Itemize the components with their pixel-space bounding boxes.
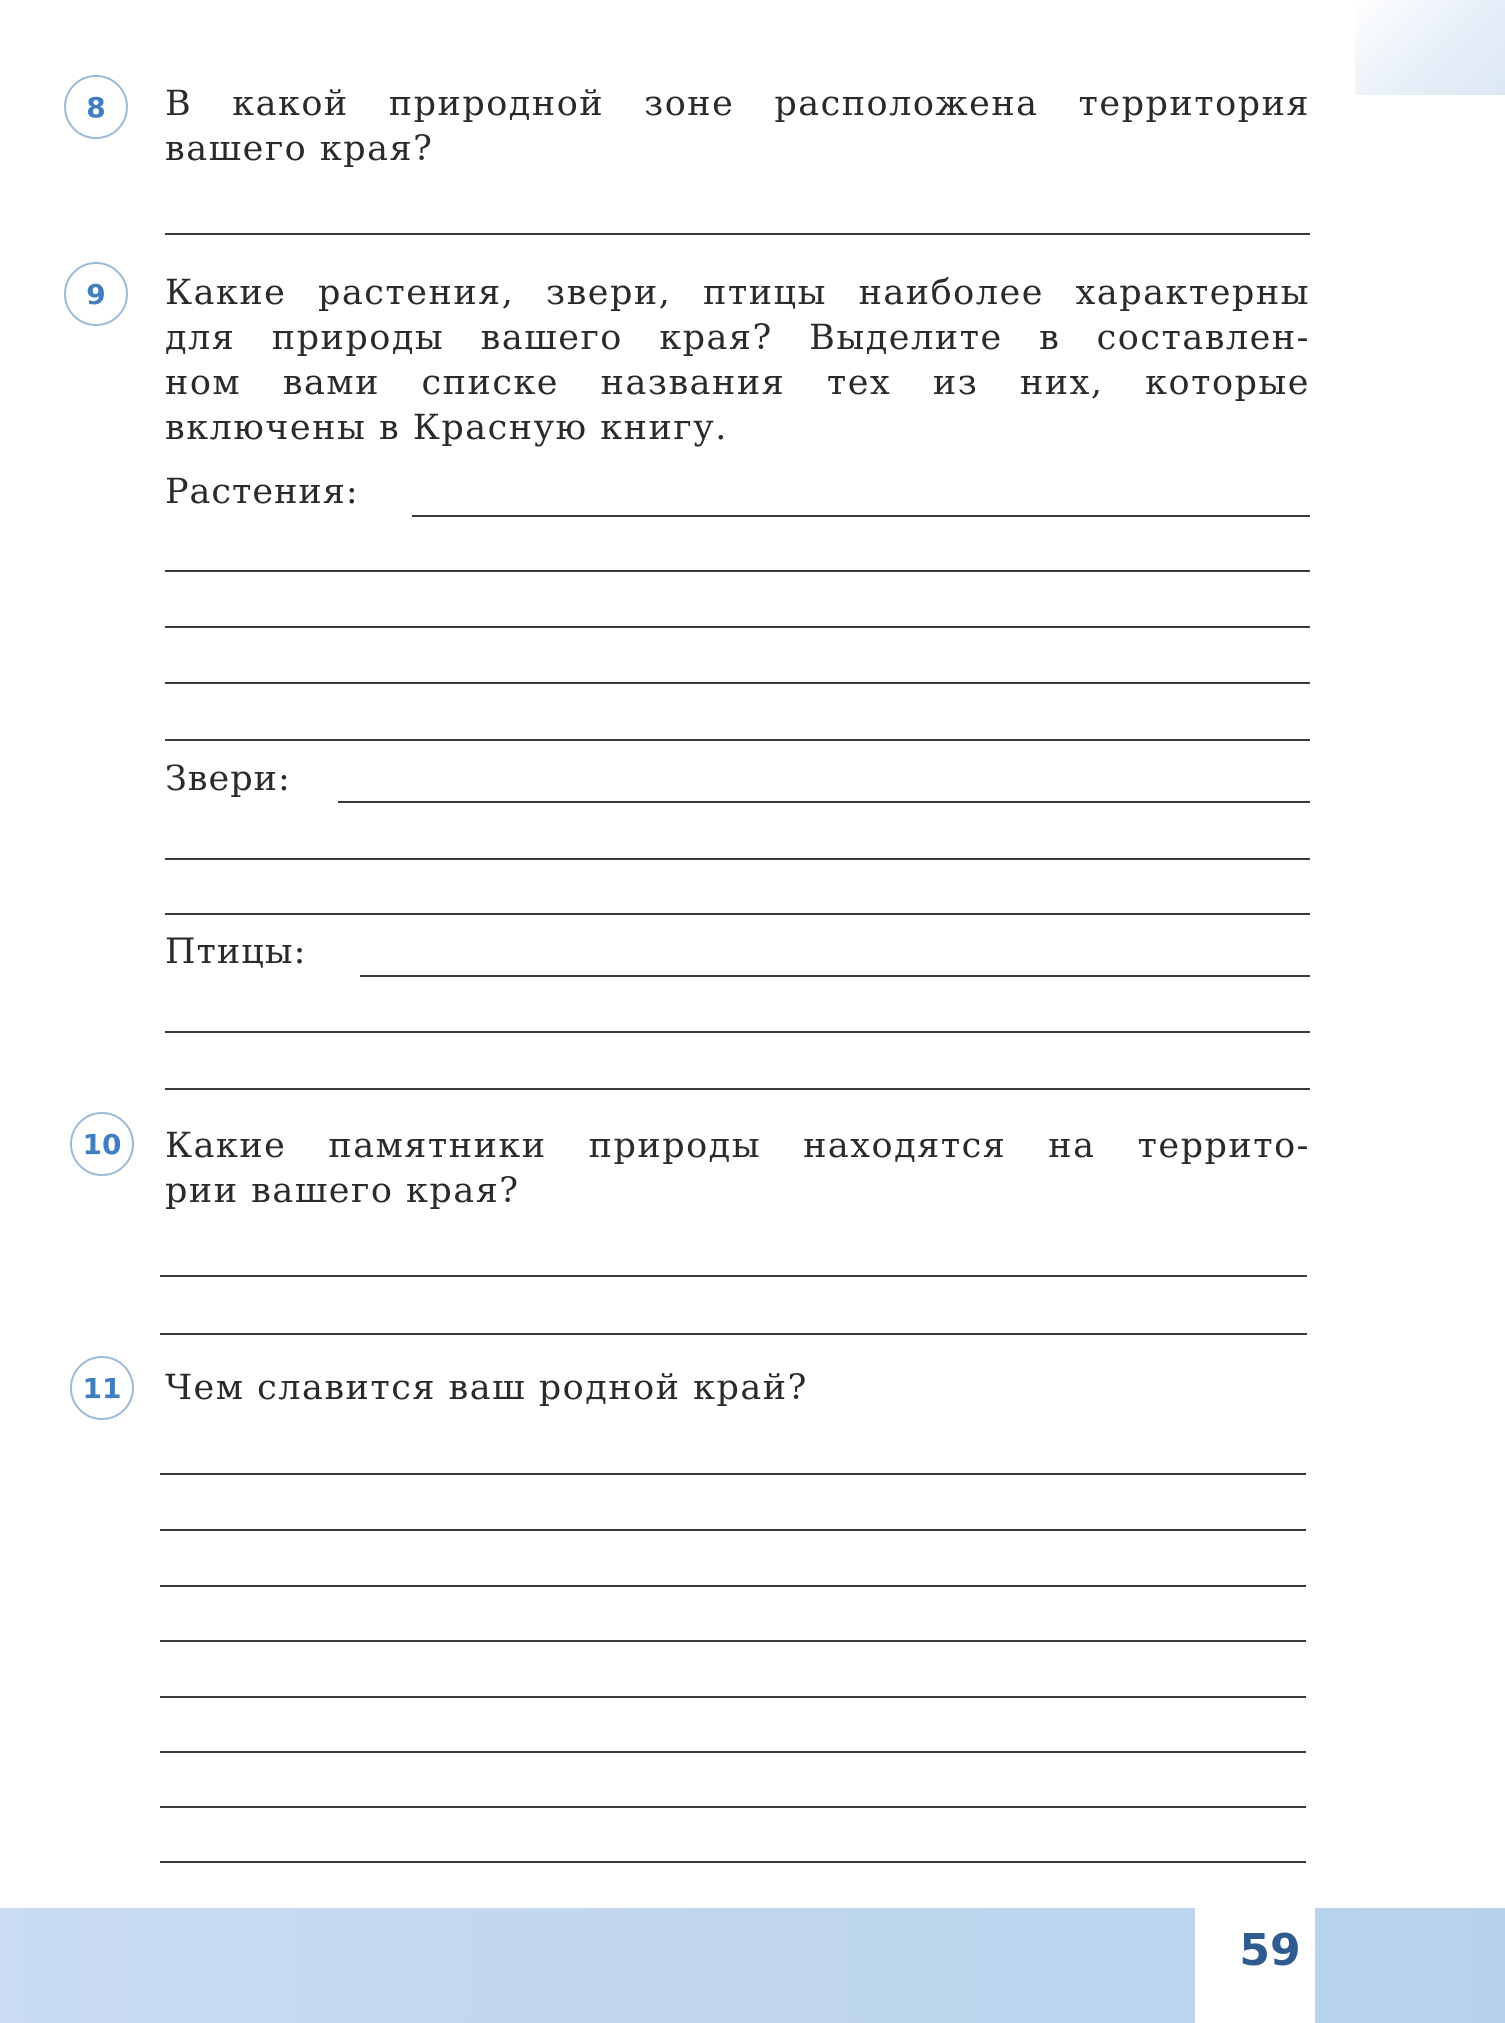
answer-line-11-5[interactable]	[160, 1696, 1306, 1698]
question-8-line-2: вашего края?	[165, 129, 434, 169]
birds-label: Птицы:	[165, 932, 307, 972]
answer-line-animals-2[interactable]	[165, 858, 1310, 860]
answer-line-11-4[interactable]	[160, 1640, 1306, 1642]
answer-line-11-6[interactable]	[160, 1751, 1306, 1753]
page-corner-tint	[1355, 0, 1505, 95]
answer-line-birds-3[interactable]	[165, 1088, 1310, 1090]
question-9-line-3: ном вами списке названия тех из них, которые	[165, 363, 1310, 403]
question-9-line-4: включены в Красную книгу.	[165, 408, 728, 448]
question-number-11: 11	[70, 1356, 134, 1420]
answer-line-11-3[interactable]	[160, 1585, 1306, 1587]
answer-line-8-1[interactable]	[165, 233, 1310, 235]
answer-line-birds-2[interactable]	[165, 1031, 1310, 1033]
question-11-line-1: Чем славится ваш родной край?	[165, 1368, 808, 1408]
answer-line-plants-1[interactable]	[412, 515, 1310, 517]
answer-line-plants-4[interactable]	[165, 682, 1310, 684]
answer-line-plants-2[interactable]	[165, 570, 1310, 572]
answer-line-10-2[interactable]	[160, 1333, 1307, 1335]
question-9-line-1: Какие растения, звери, птицы наиболее характерны	[165, 273, 1310, 313]
question-number-8: 8	[64, 75, 128, 139]
answer-line-birds-1[interactable]	[360, 975, 1310, 977]
answer-line-plants-3[interactable]	[165, 626, 1310, 628]
plants-label: Растения:	[165, 472, 359, 512]
question-number-9: 9	[64, 262, 128, 326]
animals-label: Звери:	[165, 759, 291, 799]
answer-line-animals-1[interactable]	[338, 801, 1310, 803]
question-8-line-1: В какой природной зоне расположена территория	[165, 84, 1310, 124]
answer-line-10-1[interactable]	[160, 1275, 1307, 1277]
answer-line-11-7[interactable]	[160, 1806, 1306, 1808]
answer-line-animals-3[interactable]	[165, 913, 1310, 915]
answer-line-11-1[interactable]	[160, 1473, 1306, 1475]
answer-line-11-2[interactable]	[160, 1529, 1306, 1531]
question-number-10: 10	[70, 1112, 134, 1176]
page-number: 59	[1239, 1925, 1301, 1976]
question-9-line-2: для природы вашего края? Выделите в составлен-	[165, 318, 1310, 358]
question-10-line-2: рии вашего края?	[165, 1171, 520, 1211]
question-10-line-1: Какие памятники природы находятся на террито-	[165, 1126, 1310, 1166]
answer-line-11-8[interactable]	[160, 1861, 1306, 1863]
answer-line-plants-5[interactable]	[165, 739, 1310, 741]
